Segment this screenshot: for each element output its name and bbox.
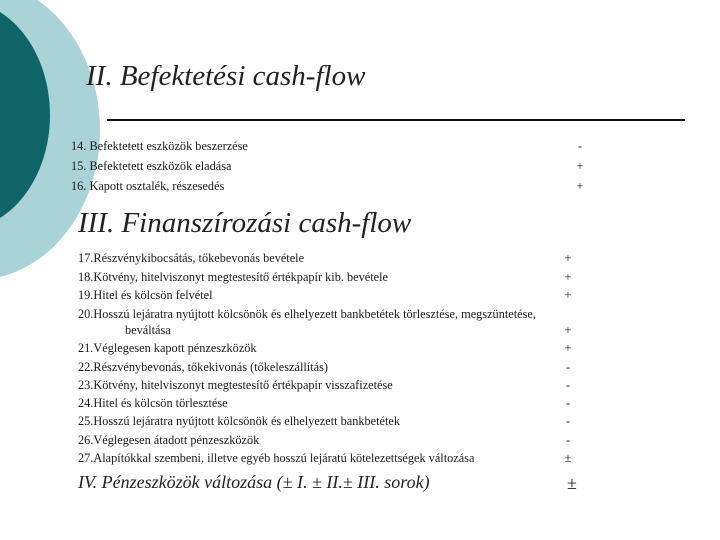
list-item-20-continued: beváltása	[125, 323, 171, 337]
sign-25: -	[565, 414, 571, 428]
sign-23: -	[565, 378, 571, 392]
sign-14: -	[577, 139, 583, 153]
sign-15: +	[576, 159, 584, 173]
list-item-25: 25.Hosszú lejáratra nyújtott kölcsönök és elhelyezett bankbetétek	[78, 414, 401, 428]
list-item-23: 23.Kötvény, hitelviszonyt megtestesítő értékpapír visszafizetése	[78, 378, 393, 392]
list-item-16: 16. Kapott osztalék, részesedés	[71, 179, 225, 193]
sign-20: +	[564, 323, 572, 337]
sign-17: +	[564, 251, 572, 265]
list-item-15: 15. Befektetett eszközök eladása	[71, 159, 232, 173]
sign-18: +	[564, 270, 572, 284]
section-title-investing: II. Befektetési cash-flow	[86, 60, 366, 92]
sign-19: +	[564, 288, 572, 302]
list-item-27: 27.Alapítókkal szembeni, illetve egyéb hosszú lejáratú kötelezettségek változása	[78, 451, 475, 465]
list-item-18: 18.Kötvény, hitelviszonyt megtestesítő értékpapír kib. bevétele	[78, 270, 388, 284]
list-item-21: 21.Véglegesen kapott pénzeszközök	[78, 341, 257, 355]
list-item-17: 17.Részvénykibocsátás, tőkebevonás bevétele	[78, 251, 305, 265]
section-title-cash-change: IV. Pénzeszközök változása (± I. ± II.± III. sorok)	[78, 472, 430, 492]
sign-27: ±	[564, 451, 572, 465]
section-title-financing: III. Finanszírozási cash-flow	[78, 207, 412, 239]
list-item-24: 24.Hitel és kölcsön törlesztése	[78, 396, 228, 410]
list-item-26: 26.Véglegesen átadott pénzeszközök	[78, 433, 260, 447]
sign-16: +	[576, 179, 584, 193]
sign-26: -	[565, 433, 571, 447]
list-item-14: 14. Befektetett eszközök beszerzése	[71, 139, 248, 153]
sign-24: -	[565, 396, 571, 410]
sign-21: +	[564, 341, 572, 355]
sign-total: ±	[567, 473, 577, 493]
sign-22: -	[565, 360, 571, 374]
title-underline	[107, 119, 685, 121]
list-item-19: 19.Hitel és kölcsön felvétel	[78, 288, 213, 302]
list-item-20: 20.Hosszú lejáratra nyújtott kölcsönök és elhelyezett bankbetétek törlesztése, megszüntetése,	[78, 307, 536, 321]
list-item-22: 22.Részvénybevonás, tőkekivonás (tőkeleszállítás)	[78, 360, 328, 374]
